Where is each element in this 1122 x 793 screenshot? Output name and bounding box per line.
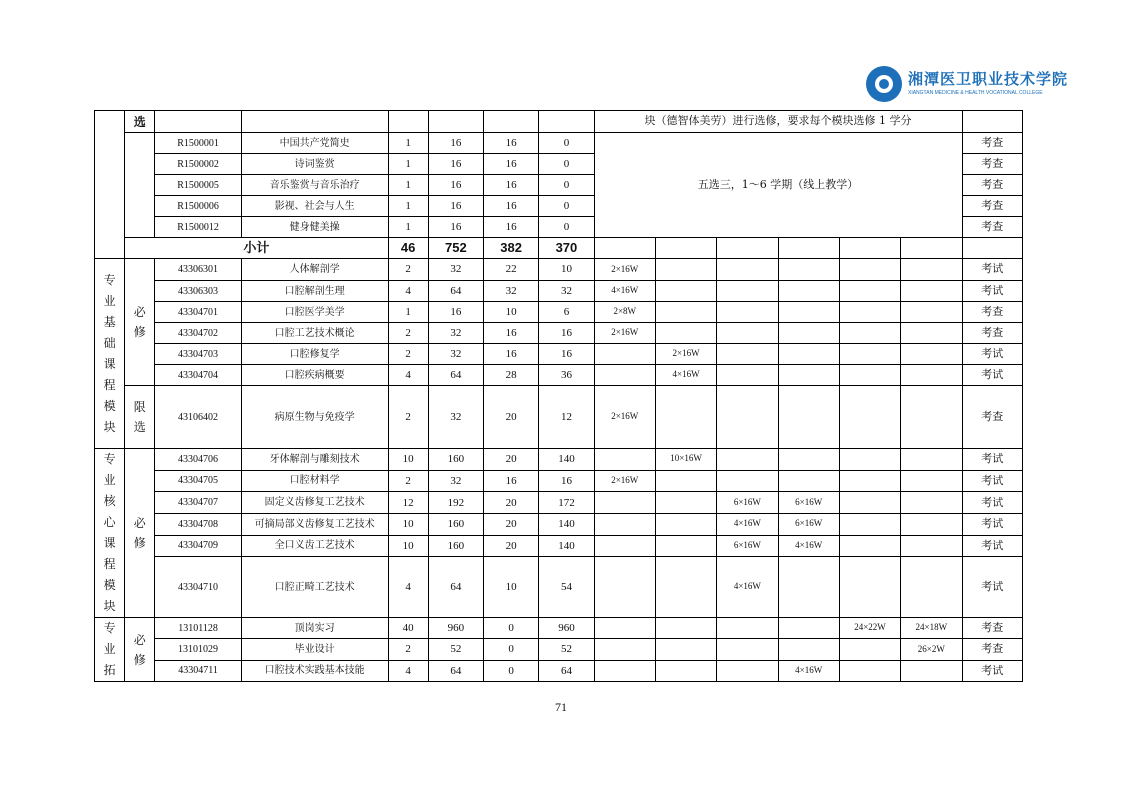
semester-weekly-hours xyxy=(655,259,716,281)
course-assessment: 考试 xyxy=(962,344,1022,365)
course-code: 43304703 xyxy=(155,344,241,365)
table-row xyxy=(95,344,1023,365)
table-row xyxy=(95,535,1023,557)
course-hours: 64 xyxy=(428,660,483,681)
course-credits: 10 xyxy=(388,449,428,471)
category-label: 专 业 基 础 课 程 模 块 xyxy=(95,259,125,449)
course-hours: 32 xyxy=(428,386,483,449)
course-name: 人体解剖学 xyxy=(241,259,388,281)
semester-weekly-hours xyxy=(655,513,716,535)
semester-weekly-hours xyxy=(717,281,778,302)
course-hours: 16 xyxy=(428,302,483,323)
course-name: 可摘局部义齿修复工艺技术 xyxy=(241,513,388,535)
course-name: 口腔解剖生理 xyxy=(241,281,388,302)
semester-weekly-hours: 6×16W xyxy=(778,492,839,514)
course-hours: 16 xyxy=(428,154,483,175)
semester-weekly-hours: 4×16W xyxy=(594,281,655,302)
semester-weekly-hours xyxy=(778,449,839,471)
course-practice-hours: 16 xyxy=(539,470,594,492)
course-code: 43304704 xyxy=(155,365,241,386)
semester-weekly-hours xyxy=(778,386,839,449)
semester-weekly-hours xyxy=(655,660,716,681)
semester-weekly-hours xyxy=(839,535,900,557)
semester-weekly-hours xyxy=(778,344,839,365)
course-assessment: 考试 xyxy=(962,492,1022,514)
table-row xyxy=(95,492,1023,514)
table-row xyxy=(95,557,1023,618)
course-code: 13101029 xyxy=(155,639,241,660)
course-credits: 2 xyxy=(388,470,428,492)
semester-weekly-hours xyxy=(655,535,716,557)
course-name: 影视、社会与人生 xyxy=(241,196,388,217)
course-theory-hours: 20 xyxy=(484,449,539,471)
course-hours: 16 xyxy=(428,217,483,238)
course-theory-hours: 16 xyxy=(484,175,539,196)
semester-weekly-hours xyxy=(594,660,655,681)
course-name: 诗词鉴赏 xyxy=(241,154,388,175)
semester-weekly-hours xyxy=(717,259,778,281)
table-row xyxy=(95,302,1023,323)
course-hours: 64 xyxy=(428,557,483,618)
course-name: 顶岗实习 xyxy=(241,618,388,639)
course-name: 中国共产党简史 xyxy=(241,133,388,154)
semester-weekly-hours xyxy=(839,492,900,514)
semester-weekly-hours: 2×16W xyxy=(594,323,655,344)
course-theory-hours: 16 xyxy=(484,323,539,344)
course-credits: 1 xyxy=(388,133,428,154)
semester-weekly-hours xyxy=(655,492,716,514)
table-row xyxy=(95,470,1023,492)
semester-weekly-hours xyxy=(655,302,716,323)
course-name: 牙体解剖与雕刻技术 xyxy=(241,449,388,471)
course-code: R1500005 xyxy=(155,175,241,196)
semester-weekly-hours xyxy=(655,281,716,302)
course-theory-hours: 16 xyxy=(484,196,539,217)
course-code: R1500002 xyxy=(155,154,241,175)
semester-weekly-hours xyxy=(717,323,778,344)
course-code: 43304702 xyxy=(155,323,241,344)
semester-weekly-hours xyxy=(655,639,716,660)
semester-weekly-hours: 10×16W xyxy=(655,449,716,471)
course-assessment: 考查 xyxy=(962,323,1022,344)
course-practice-hours: 172 xyxy=(539,492,594,514)
semester-weekly-hours: 6×16W xyxy=(717,535,778,557)
course-practice-hours: 0 xyxy=(539,217,594,238)
course-credits: 40 xyxy=(388,618,428,639)
table-row xyxy=(95,449,1023,471)
subtotal-hours: 752 xyxy=(428,238,483,259)
semester-weekly-hours xyxy=(839,386,900,449)
course-code: 43304705 xyxy=(155,470,241,492)
semester-weekly-hours xyxy=(839,344,900,365)
semester-weekly-hours xyxy=(778,281,839,302)
course-name: 口腔修复学 xyxy=(241,344,388,365)
course-hours: 64 xyxy=(428,281,483,302)
course-practice-hours: 140 xyxy=(539,535,594,557)
course-assessment: 考查 xyxy=(962,639,1022,660)
course-theory-hours: 20 xyxy=(484,386,539,449)
course-assessment: 考试 xyxy=(962,449,1022,471)
course-assessment: 考试 xyxy=(962,660,1022,681)
table-row xyxy=(95,386,1023,449)
subtotal-practice: 370 xyxy=(539,238,594,259)
course-theory-hours: 16 xyxy=(484,133,539,154)
course-name: 音乐鉴赏与音乐治疗 xyxy=(241,175,388,196)
table-row xyxy=(95,323,1023,344)
course-theory-hours: 0 xyxy=(484,618,539,639)
course-practice-hours: 52 xyxy=(539,639,594,660)
semester-weekly-hours xyxy=(717,660,778,681)
course-code: 43306301 xyxy=(155,259,241,281)
course-assessment: 考查 xyxy=(962,618,1022,639)
course-assessment: 考试 xyxy=(962,259,1022,281)
course-practice-hours: 0 xyxy=(539,196,594,217)
course-name: 口腔技术实践基本技能 xyxy=(241,660,388,681)
course-theory-hours: 20 xyxy=(484,492,539,514)
semester-weekly-hours xyxy=(717,302,778,323)
semester-weekly-hours xyxy=(901,323,962,344)
course-assessment: 考查 xyxy=(962,154,1022,175)
course-practice-hours: 36 xyxy=(539,365,594,386)
course-credits: 10 xyxy=(388,513,428,535)
course-theory-hours: 20 xyxy=(484,513,539,535)
subtotal-theory: 382 xyxy=(484,238,539,259)
semester-weekly-hours xyxy=(839,660,900,681)
semester-weekly-hours xyxy=(594,449,655,471)
course-practice-hours: 0 xyxy=(539,175,594,196)
course-hours: 32 xyxy=(428,344,483,365)
semester-weekly-hours: 2×16W xyxy=(594,259,655,281)
page-number: 71 xyxy=(555,700,567,714)
semester-weekly-hours: 2×8W xyxy=(594,302,655,323)
category-label: 专 业 核 心 课 程 模 块 xyxy=(95,449,125,618)
semester-weekly-hours: 4×16W xyxy=(778,660,839,681)
semester-weekly-hours xyxy=(901,386,962,449)
semester-weekly-hours xyxy=(901,302,962,323)
course-code: R1500006 xyxy=(155,196,241,217)
semester-weekly-hours xyxy=(655,323,716,344)
course-code: 43304701 xyxy=(155,302,241,323)
semester-weekly-hours xyxy=(778,302,839,323)
college-name-en: XIANGTAN MEDICINE & HEALTH VOCATIONAL COLLEGE xyxy=(908,90,1043,96)
selected-label: 选 xyxy=(125,111,155,133)
curriculum-table xyxy=(94,110,1023,682)
semester-weekly-hours: 4×16W xyxy=(717,557,778,618)
course-credits: 2 xyxy=(388,344,428,365)
semester-weekly-hours xyxy=(839,513,900,535)
course-theory-hours: 0 xyxy=(484,639,539,660)
semester-weekly-hours xyxy=(839,302,900,323)
semester-weekly-hours xyxy=(717,344,778,365)
semester-weekly-hours xyxy=(594,513,655,535)
course-name: 口腔医学美学 xyxy=(241,302,388,323)
course-credits: 12 xyxy=(388,492,428,514)
college-emblem-icon xyxy=(866,66,902,102)
semester-weekly-hours xyxy=(839,323,900,344)
course-assessment: 考试 xyxy=(962,365,1022,386)
semester-weekly-hours xyxy=(717,470,778,492)
semester-weekly-hours: 26×2W xyxy=(901,639,962,660)
course-name: 毕业设计 xyxy=(241,639,388,660)
semester-weekly-hours xyxy=(594,365,655,386)
course-theory-hours: 10 xyxy=(484,557,539,618)
category-label: 专 业 拓 xyxy=(95,618,125,682)
course-theory-hours: 28 xyxy=(484,365,539,386)
semester-weekly-hours: 24×22W xyxy=(839,618,900,639)
required-label: 必 修 xyxy=(125,618,155,682)
semester-weekly-hours xyxy=(901,259,962,281)
elective-note-top: 块（德智体美劳）进行选修，要求每个模块选修 1 学分 xyxy=(594,111,962,133)
semester-weekly-hours xyxy=(778,470,839,492)
course-hours: 160 xyxy=(428,535,483,557)
course-practice-hours: 0 xyxy=(539,133,594,154)
course-hours: 16 xyxy=(428,133,483,154)
semester-weekly-hours: 4×16W xyxy=(717,513,778,535)
continued-category-cell xyxy=(95,111,125,259)
course-credits: 1 xyxy=(388,217,428,238)
semester-weekly-hours xyxy=(901,281,962,302)
course-assessment: 考查 xyxy=(962,386,1022,449)
course-theory-hours: 22 xyxy=(484,259,539,281)
course-hours: 16 xyxy=(428,175,483,196)
course-assessment: 考查 xyxy=(962,217,1022,238)
semester-weekly-hours xyxy=(901,449,962,471)
course-code: 43304707 xyxy=(155,492,241,514)
course-theory-hours: 16 xyxy=(484,217,539,238)
semester-weekly-hours xyxy=(901,470,962,492)
semester-weekly-hours xyxy=(717,639,778,660)
course-credits: 4 xyxy=(388,557,428,618)
semester-weekly-hours xyxy=(839,639,900,660)
course-name: 口腔工艺技术概论 xyxy=(241,323,388,344)
semester-weekly-hours: 4×16W xyxy=(655,365,716,386)
course-name: 口腔正畸工艺技术 xyxy=(241,557,388,618)
semester-weekly-hours xyxy=(594,557,655,618)
course-credits: 4 xyxy=(388,365,428,386)
college-name-cn: 湘潭医卫职业技术学院 xyxy=(908,70,1069,88)
table-row xyxy=(95,365,1023,386)
course-code: 43304708 xyxy=(155,513,241,535)
table-row xyxy=(95,259,1023,281)
semester-weekly-hours xyxy=(655,557,716,618)
course-code: 43304706 xyxy=(155,449,241,471)
course-hours: 192 xyxy=(428,492,483,514)
semester-weekly-hours: 2×16W xyxy=(594,386,655,449)
table-row xyxy=(95,133,1023,154)
course-credits: 4 xyxy=(388,660,428,681)
semester-weekly-hours: 6×16W xyxy=(717,492,778,514)
semester-weekly-hours xyxy=(655,470,716,492)
course-practice-hours: 6 xyxy=(539,302,594,323)
semester-weekly-hours xyxy=(655,618,716,639)
course-practice-hours: 54 xyxy=(539,557,594,618)
course-code: 43304709 xyxy=(155,535,241,557)
semester-weekly-hours xyxy=(594,492,655,514)
semester-weekly-hours xyxy=(717,618,778,639)
semester-weekly-hours xyxy=(901,557,962,618)
course-name: 口腔材料学 xyxy=(241,470,388,492)
table-row xyxy=(95,513,1023,535)
college-logo xyxy=(866,66,1069,104)
course-credits: 1 xyxy=(388,196,428,217)
subtotal-credits: 46 xyxy=(388,238,428,259)
semester-weekly-hours xyxy=(717,365,778,386)
semester-weekly-hours xyxy=(901,344,962,365)
course-hours: 32 xyxy=(428,323,483,344)
course-assessment: 考查 xyxy=(962,133,1022,154)
semester-weekly-hours xyxy=(839,557,900,618)
course-credits: 10 xyxy=(388,535,428,557)
semester-weekly-hours xyxy=(594,535,655,557)
course-name: 健身健美操 xyxy=(241,217,388,238)
semester-weekly-hours xyxy=(839,470,900,492)
course-assessment: 考试 xyxy=(962,513,1022,535)
course-hours: 16 xyxy=(428,196,483,217)
semester-weekly-hours: 2×16W xyxy=(655,344,716,365)
course-credits: 1 xyxy=(388,175,428,196)
course-practice-hours: 10 xyxy=(539,259,594,281)
course-code: R1500001 xyxy=(155,133,241,154)
course-hours: 64 xyxy=(428,365,483,386)
semester-weekly-hours xyxy=(778,365,839,386)
course-practice-hours: 16 xyxy=(539,344,594,365)
semester-weekly-hours xyxy=(839,281,900,302)
course-code: R1500012 xyxy=(155,217,241,238)
course-theory-hours: 20 xyxy=(484,535,539,557)
course-theory-hours: 16 xyxy=(484,470,539,492)
semester-weekly-hours xyxy=(717,386,778,449)
course-practice-hours: 0 xyxy=(539,154,594,175)
course-assessment: 考查 xyxy=(962,302,1022,323)
semester-weekly-hours xyxy=(594,639,655,660)
course-name: 口腔疾病概要 xyxy=(241,365,388,386)
course-credits: 1 xyxy=(388,154,428,175)
course-name: 全口义齿工艺技术 xyxy=(241,535,388,557)
table-row xyxy=(95,618,1023,639)
semester-weekly-hours xyxy=(839,259,900,281)
course-code: 43106402 xyxy=(155,386,241,449)
semester-weekly-hours xyxy=(901,660,962,681)
course-theory-hours: 32 xyxy=(484,281,539,302)
semester-weekly-hours xyxy=(778,618,839,639)
course-hours: 32 xyxy=(428,259,483,281)
course-assessment: 考试 xyxy=(962,535,1022,557)
course-assessment: 考查 xyxy=(962,196,1022,217)
semester-weekly-hours xyxy=(901,535,962,557)
table-row xyxy=(95,660,1023,681)
required-label: 必 修 xyxy=(125,449,155,618)
semester-weekly-hours xyxy=(594,344,655,365)
semester-weekly-hours xyxy=(717,449,778,471)
course-practice-hours: 960 xyxy=(539,618,594,639)
course-hours: 52 xyxy=(428,639,483,660)
course-credits: 1 xyxy=(388,302,428,323)
course-credits: 2 xyxy=(388,639,428,660)
course-theory-hours: 16 xyxy=(484,344,539,365)
semester-weekly-hours xyxy=(778,323,839,344)
semester-weekly-hours xyxy=(901,513,962,535)
course-code: 43304710 xyxy=(155,557,241,618)
semester-weekly-hours xyxy=(778,557,839,618)
semester-weekly-hours xyxy=(594,618,655,639)
semester-weekly-hours xyxy=(901,365,962,386)
course-practice-hours: 140 xyxy=(539,449,594,471)
semester-weekly-hours xyxy=(901,492,962,514)
table-row xyxy=(95,111,1023,133)
semester-weekly-hours: 24×18W xyxy=(901,618,962,639)
subtotal-label: 小计 xyxy=(125,238,388,259)
semester-weekly-hours xyxy=(839,365,900,386)
course-theory-hours: 0 xyxy=(484,660,539,681)
semester-weekly-hours: 2×16W xyxy=(594,470,655,492)
course-assessment: 考查 xyxy=(962,175,1022,196)
course-name: 固定义齿修复工艺技术 xyxy=(241,492,388,514)
course-theory-hours: 16 xyxy=(484,154,539,175)
subtotal-row xyxy=(95,238,1023,259)
semester-weekly-hours xyxy=(839,449,900,471)
course-credits: 2 xyxy=(388,323,428,344)
course-code: 43304711 xyxy=(155,660,241,681)
course-credits: 4 xyxy=(388,281,428,302)
semester-weekly-hours xyxy=(778,259,839,281)
course-credits: 2 xyxy=(388,259,428,281)
course-assessment: 考试 xyxy=(962,557,1022,618)
course-name: 病原生物与免疫学 xyxy=(241,386,388,449)
course-practice-hours: 16 xyxy=(539,323,594,344)
course-credits: 2 xyxy=(388,386,428,449)
course-practice-hours: 32 xyxy=(539,281,594,302)
course-code: 43306303 xyxy=(155,281,241,302)
semester-weekly-hours: 4×16W xyxy=(778,535,839,557)
semester-weekly-hours xyxy=(778,639,839,660)
course-code: 13101128 xyxy=(155,618,241,639)
course-assessment: 考试 xyxy=(962,470,1022,492)
course-hours: 160 xyxy=(428,513,483,535)
course-practice-hours: 12 xyxy=(539,386,594,449)
semester-weekly-hours: 6×16W xyxy=(778,513,839,535)
course-hours: 32 xyxy=(428,470,483,492)
table-row xyxy=(95,281,1023,302)
limited-label: 限 选 xyxy=(125,386,155,449)
table-row xyxy=(95,639,1023,660)
required-label: 必 修 xyxy=(125,259,155,386)
course-hours: 160 xyxy=(428,449,483,471)
course-practice-hours: 64 xyxy=(539,660,594,681)
elective-note-mid: 五选三，1～6 学期（线上教学） xyxy=(594,133,962,238)
course-assessment: 考试 xyxy=(962,281,1022,302)
course-hours: 960 xyxy=(428,618,483,639)
course-theory-hours: 10 xyxy=(484,302,539,323)
semester-weekly-hours xyxy=(655,386,716,449)
course-practice-hours: 140 xyxy=(539,513,594,535)
